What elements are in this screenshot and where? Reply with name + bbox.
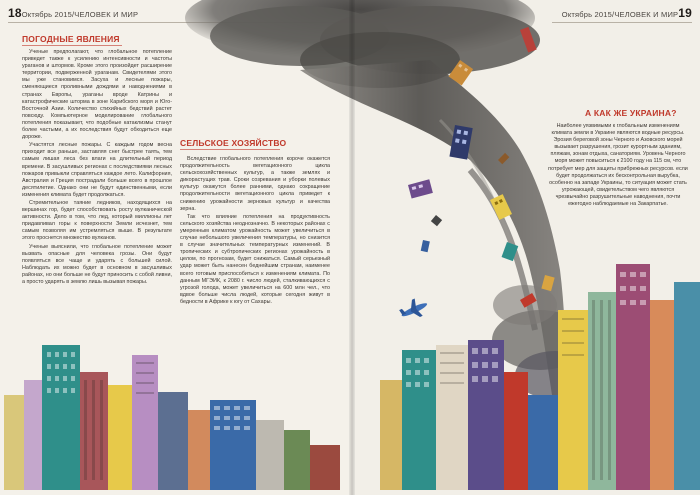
agriculture-heading: СЕЛЬСКОЕ ХОЗЯЙСТВО — [180, 138, 287, 148]
right-running-head-text: Октябрь 2015/ЧЕЛОВЕК И МИР — [561, 10, 679, 19]
ukraine-paragraph: Наиболее уязвимыми к глобальным изменениям климата земли в Украине являются водные ресурсы. Эрозия береговой зоны Черного и Азовского морей вызывает разрушения, грозит курортным зданиям, пляжам, зонам отдыха, санаториям. Уровень Черного моря может повыситься к 2100 году на 115 см, что потребует мер для защиты прибрежных ресурсов. если будет продолжаться их бесконтрольная вырубка, особенно на западе Украины, то ситуация может стать угрожающей, свидетельством чего являются чрезвычайно разрушительные наводнения, почти ежегодно наблюдаемые на Закарпатье. — [548, 123, 688, 208]
left-running-head-text: Октябрь 2015/ЧЕЛОВЕК И МИР — [21, 10, 139, 19]
weather-heading-rule — [22, 45, 122, 46]
agriculture-paragraph: Вследствие глобального потепления короче окажется продолжительность вегетационного цикла сельскохозяйственных культур, а также землях и дикорастущих трав. Сроки созревания и уборки полевых культур окажутся более ранними, однако сокращение продолжительности вегетационного цикла приведет к снижению урожайности зерновых культур и качества зерна. — [180, 156, 330, 212]
weather-paragraph: Участятся лесные пожары. С каждым годом весна приходит все раньше, заставляя снег быстрее таять, тем самым лишая леса без влаги на длительный период времени. В засушливых регионах с последствиями лесных пожаров привыкли справляться каждое лето. Калифорния, Австралия и Греция пострадали больше всего в прошлое десятилетие. Однако они не будут единственными, если изменения климата будет продолжаться. — [22, 142, 172, 198]
ukraine-heading: А КАК ЖЕ УКРАИНА? — [585, 108, 677, 118]
agriculture-article — [180, 156, 330, 386]
ukraine-article — [548, 123, 688, 258]
agriculture-heading-rule — [180, 149, 280, 150]
weather-paragraph: Ученые выяснили, что глобальное потепление может вызвать опасные для человека грозы. Они будут появляться все чаще и ударять с большей силой. Наблюдать их можно будет в основном в засушливых районах, но они больше не будут приносить с собой ливни, а просто ударять в землю лишь вызывая пожары. — [22, 243, 172, 285]
weather-paragraph: Ученые предполагают, что глобальное потепление приведет также к усилению интенсивности и частоты ураганов и штормов. Кроме этого произойдет расширение территории, подверженной ураганам. Свидетелями этого мы уже становимся. Засуха и лесные пожары, сменяющиеся проливными дождями и наводнениями в странах Европы, ураганы вроде Катрины и катастрофические шторма в зоне Карибского моря и Юго-Восточной Азии. Количество стихийных бедствий растет повсюду. Компьютерное моделирование глобального потепления показывает, что подобные катаклизмы станут более частыми, а их последствия будут обходиться еще дороже. — [22, 49, 172, 141]
agriculture-paragraph: Так что влияние потепления на продуктивность сельского хозяйства неоднозначно. В некоторых районах с умеренным климатом урожайность может увеличиться в случае небольшого увеличения температуры, но снизится в случае значительных температурных изменений. В тропических и субтропических регионах урожайность в целом, по прогнозам, будет снижаться. Самый серьезный удар может быть нанесен беднейшим странам, наименее всего готовым приспособиться к изменениям климата. По данным МГЭИК, к 2080 г. число людей, сталкивающихся с угрозой голода, может увеличиться на 600 млн чел., что вдвое больше числа людей, которые сегодня живут в бедности в Африке к югу от Сахары. — [180, 213, 330, 305]
weather-heading: ПОГОДНЫЕ ЯВЛЕНИЯ — [22, 34, 120, 44]
right-page-number: 19 — [678, 6, 692, 20]
weather-paragraph: Стремительное таяние ледников, находящихся на вершинах гор, будет способствовать росту вулканической активности. Дело в том, что лед, который миллионы лет придавливал горы к поверхности Земли исчезнет, тем самым позволяя им устремляться выше. В результате этого проснется множество вулканов. — [22, 199, 172, 242]
airplane-icon — [397, 295, 430, 324]
left-page-number: 18 — [8, 6, 22, 20]
spread-gutter — [349, 0, 355, 495]
weather-article — [22, 49, 172, 359]
